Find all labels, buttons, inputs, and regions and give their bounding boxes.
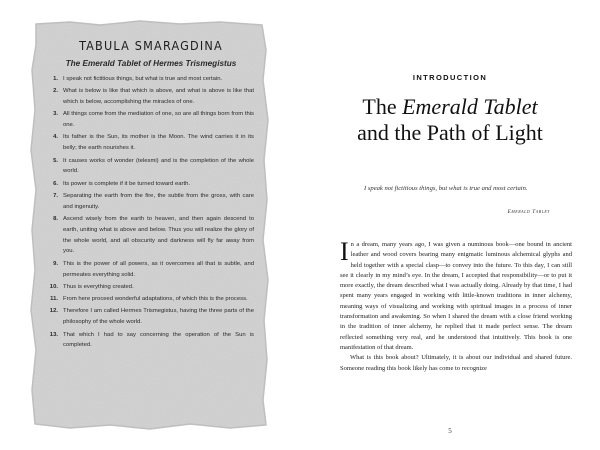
- verse-item: [48, 109, 254, 131]
- tablet-content: [48, 38, 254, 353]
- verse-number: 10.: [49, 283, 58, 290]
- body-text: [340, 237, 572, 374]
- verse-text: Separating the earth from the fire, the subtle from the gross, with care and ingenuity.: [63, 192, 254, 210]
- chapter-title-line2: and the Path of Light: [357, 120, 543, 145]
- verse-number: 12.: [49, 308, 58, 315]
- verse-text: From here proceed wonderful adaptations, of which this is the process.: [63, 296, 248, 303]
- verse-item: [48, 74, 254, 85]
- paragraph-2: What is this book about? Ultimately, it is about our individual and shared future. Someone reading this book likely has come to recognize: [340, 354, 572, 372]
- parchment-panel: [30, 20, 270, 430]
- verse-item: [48, 330, 254, 352]
- verse-item: [48, 191, 254, 213]
- tablet-subtitle: The Emerald Tablet of Hermes Trismegistus: [65, 59, 237, 68]
- verse-item: [48, 294, 254, 305]
- verse-list: [48, 74, 254, 351]
- verse-text: All things come from the mediation of one, so are all things born from this one.: [63, 111, 254, 129]
- chapter-title: [300, 94, 600, 146]
- tablet-title: TABULA SMARAGDINA: [79, 38, 223, 53]
- verse-item: [48, 259, 254, 281]
- verse-number: 11.: [50, 296, 58, 303]
- verse-number: 6.: [53, 180, 58, 187]
- chapter-title-pre: The: [362, 94, 403, 119]
- verse-text: What is below is like that which is above, and what is above is like that which is below, accomplishing the miracles of one.: [63, 88, 254, 106]
- verse-item: [48, 132, 254, 154]
- chapter-title-italic: Emerald Tablet: [402, 94, 538, 119]
- verse-text: I speak not fictitious things, but what is true and most certain.: [63, 76, 223, 82]
- verse-item: [48, 86, 254, 108]
- verse-text: Its power is complete if it be turned toward earth.: [63, 180, 191, 187]
- verse-text: It causes works of wonder (telesmi) and is the completion of the whole world.: [63, 157, 254, 175]
- paragraph-1: [340, 237, 572, 353]
- verse-number: 4.: [53, 134, 58, 141]
- dropcap: I: [340, 237, 349, 266]
- verse-text: Therefore I am called Hermes Trismegistus, having the three parts of the philosophy of the whole world.: [63, 308, 254, 326]
- verse-item: [48, 282, 254, 293]
- verse-number: 5.: [53, 157, 58, 164]
- verse-text: This is the power of all powers, as it overcomes all that is subtle, and permeates everything solid.: [63, 260, 254, 278]
- verse-item: [48, 214, 254, 257]
- verse-text: Thus is everything created.: [63, 283, 134, 290]
- epigraph-source: [360, 209, 550, 215]
- verse-number: 8.: [53, 216, 58, 223]
- verse-text: Its father is the Sun, its mother is the Moon. The wind carries it in its belly; the earth nourishes it.: [63, 134, 254, 152]
- verse-number: 1.: [53, 76, 58, 82]
- verse-number: 2.: [53, 88, 58, 95]
- epigraph: I speak not fictitious things, but what is true and most certain.: [364, 185, 528, 192]
- epigraph-source-text: Emerald Tablet: [507, 209, 550, 215]
- paragraph-1-text: n a dream, many years ago, I was given a numinous book—one bound in ancient leather and wood covers bearing many enigmatic luminous alchemical glyphs and held together with a special clasp—to convey into the future. To this day, I can still see it clearly in my mind’s eye. In the dream, I accepted that responsibility—or to put it more exactly, the dream described what I was actually doing. Already by that time, I had spent many years engaged in working with little-known traditions in inner alchemy, meaning ways of visualizing and working with spiritual images in a process of inner transformation and awakening. So when I shared the dream with a close friend working in the tradition of inner alchemy, he replied that it made perfect sense. The dream reflected something very real, and he understood that intuitively. This book is one manifestation of that dream.: [340, 241, 572, 351]
- verse-item: [48, 179, 254, 190]
- verse-item: [48, 156, 254, 178]
- verse-number: 7.: [53, 192, 58, 199]
- verse-text: Ascend wisely from the earth to heaven, and then again descend to earth, uniting what is above and below. Thus you will realize the glory of the whole world, and all obscurity and darkness will fly far away from you.: [63, 216, 254, 255]
- verse-number: 3.: [53, 111, 58, 118]
- section-label: INTRODUCTION: [412, 73, 488, 82]
- verse-text: That which I had to say concerning the operation of the Sun is completed.: [63, 331, 254, 349]
- verse-item: [48, 306, 254, 328]
- verse-number: 9.: [53, 260, 58, 267]
- right-page: [300, 0, 600, 450]
- verse-number: 13.: [49, 331, 58, 338]
- page-number: 5: [448, 427, 452, 435]
